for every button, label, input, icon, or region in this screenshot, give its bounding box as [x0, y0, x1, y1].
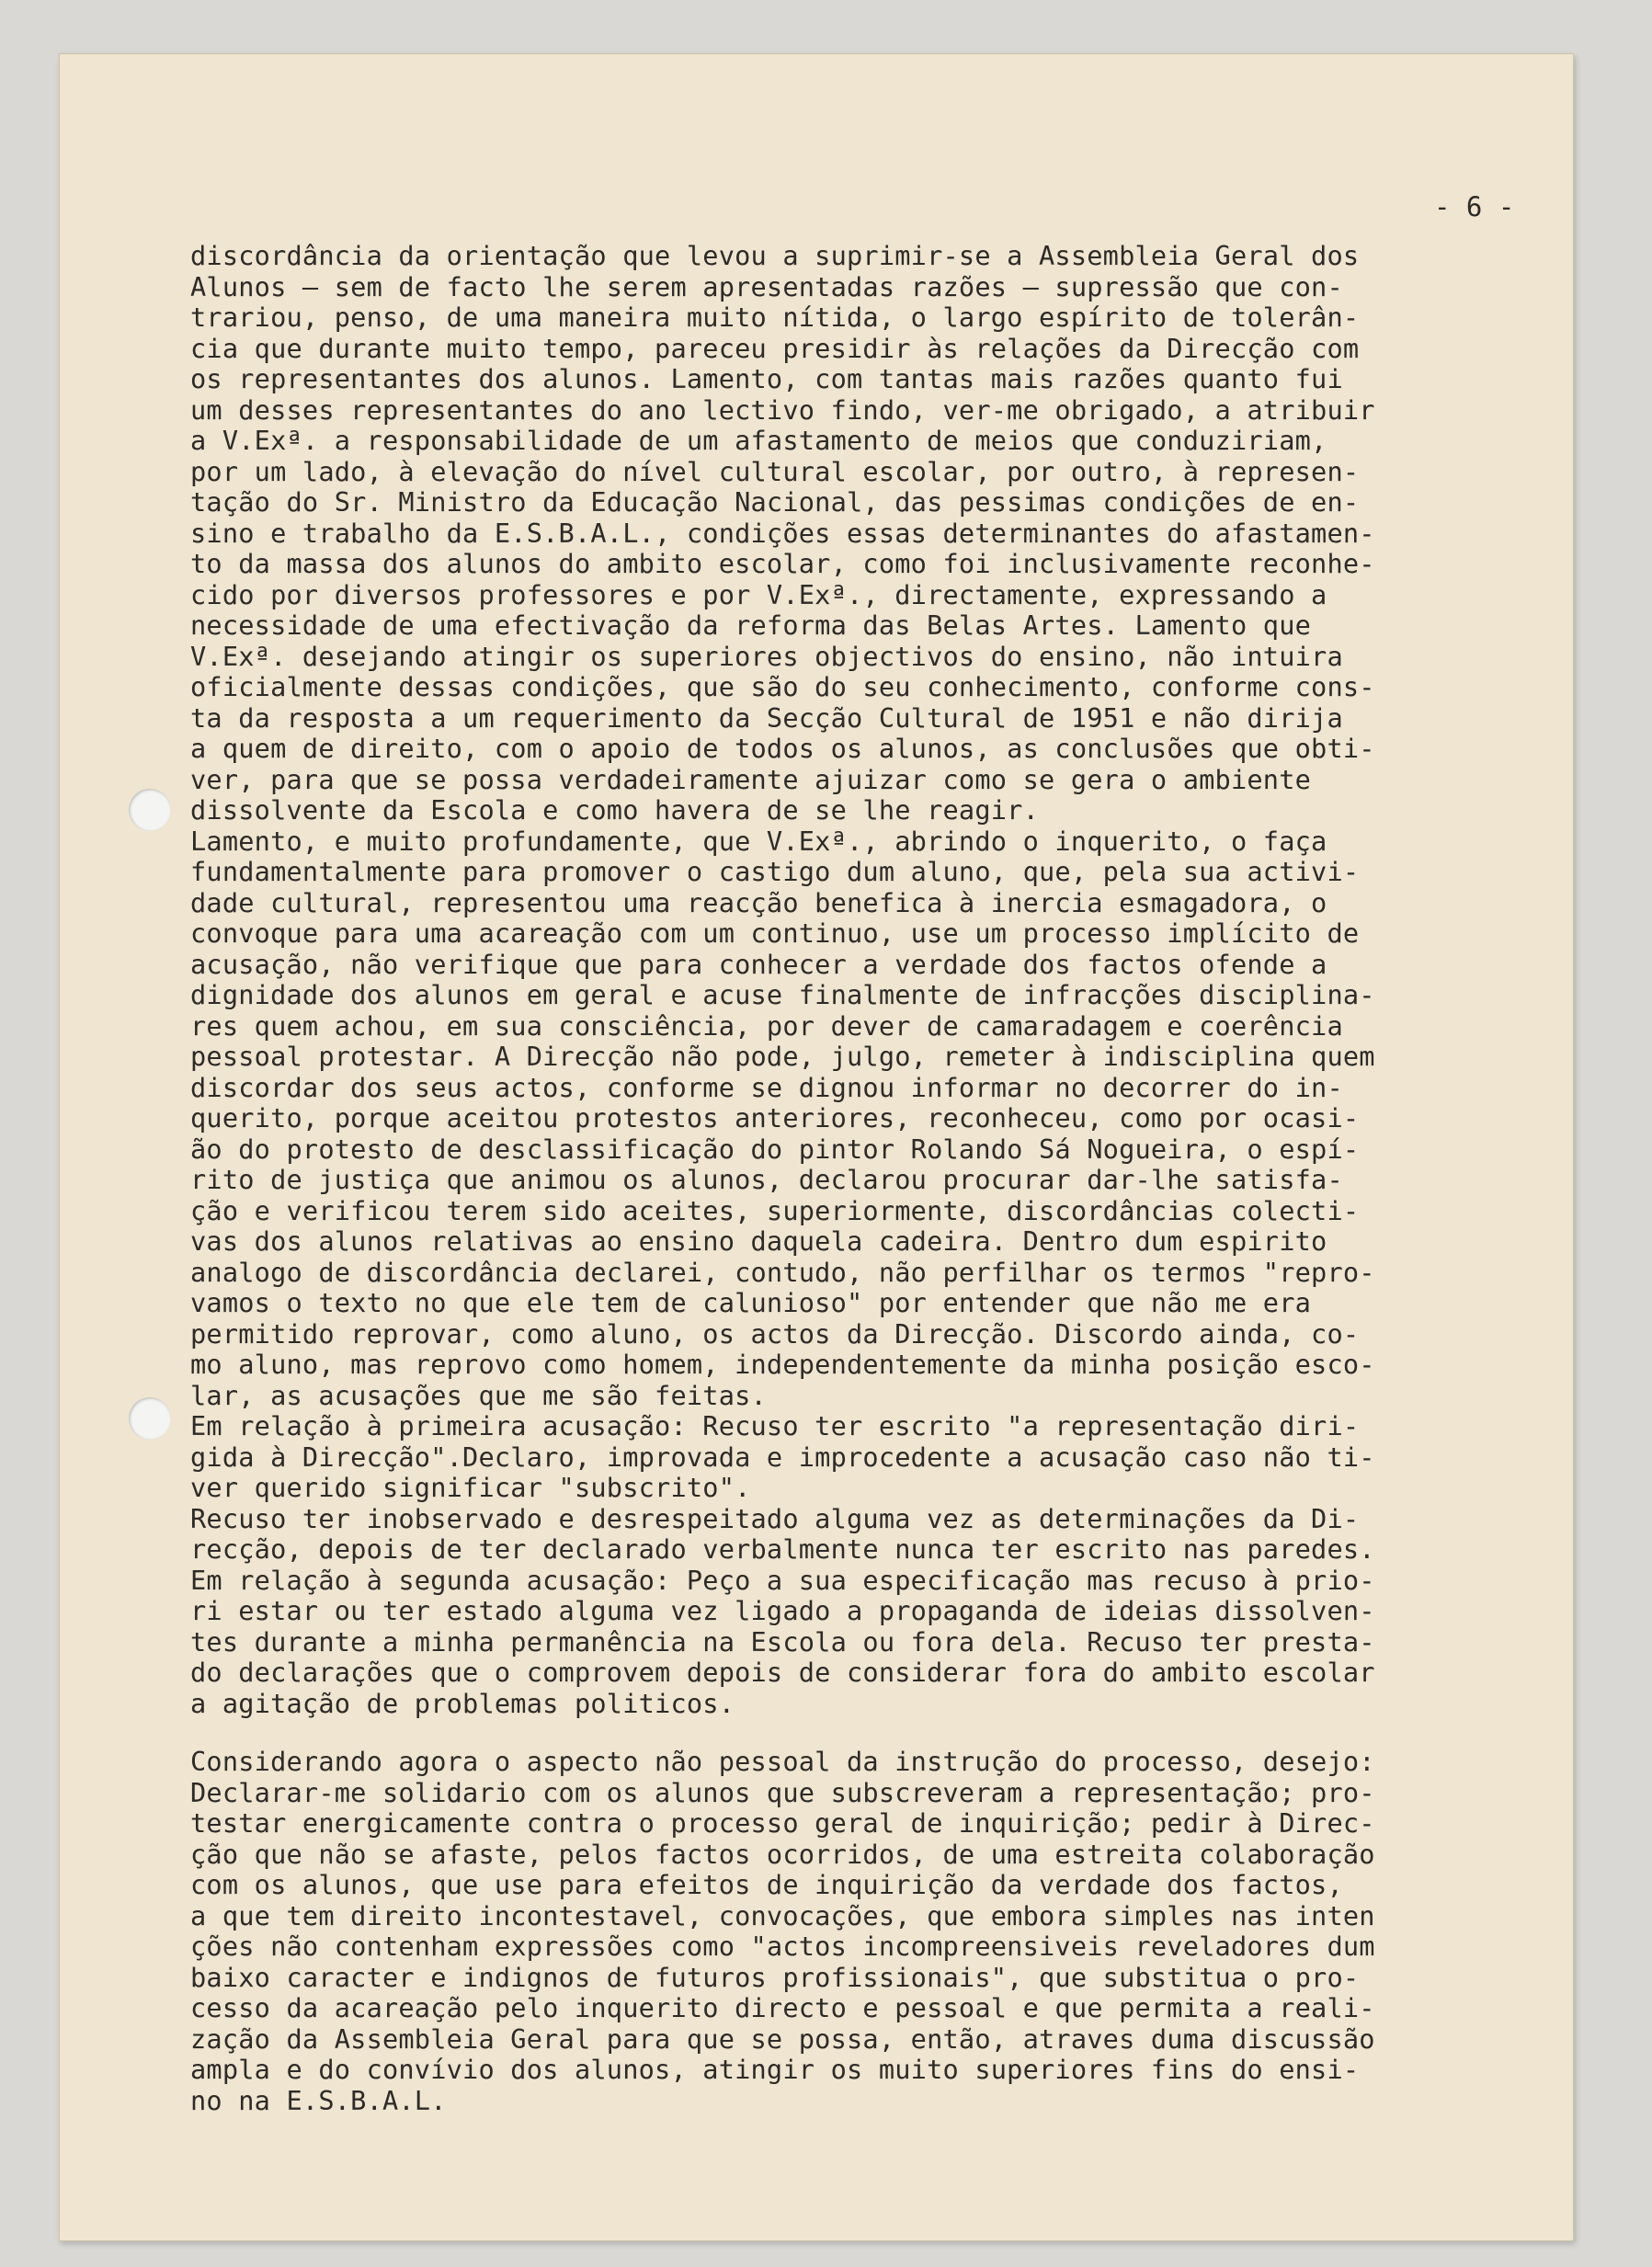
text-line: pessoal protestar. A Direcção não pode, julgo, remeter à indisciplina quem	[190, 1041, 1375, 1072]
text-line: permitido reprovar, como aluno, os actos da Direcção. Discordo ainda, co-	[190, 1317, 1360, 1350]
text-line: recção, depois de ter declarado verbalmente nunca ter escrito nas paredes.	[190, 1533, 1375, 1565]
text-line: to da massa dos alunos do ambito escolar, como foi inclusivamente reconhe-	[190, 548, 1375, 579]
text-line: Alunos — sem de facto lhe serem apresentadas razões — supressão que con-	[190, 270, 1343, 302]
text-line: fundamentalmente para promover o castigo dum aluno, que, pela sua activi-	[190, 856, 1360, 887]
text-line: a V.Exª. a responsabilidade de um afastamento de meios que conduziriam,	[190, 425, 1327, 456]
text-line: os representantes dos alunos. Lamento, com tantas mais razões quanto fui	[190, 363, 1343, 394]
text-line: analogo de discordância declarei, contudo, não perfilhar os termos "repro-	[190, 1256, 1375, 1288]
text-line: rito de justiça que animou os alunos, declarou procurar dar-lhe satisfa-	[190, 1164, 1343, 1195]
text-line: ção que não se afaste, pelos factos ocorridos, de uma estreita colaboração	[190, 1838, 1375, 1870]
text-line: gida à Direcção".Declaro, improvada e improcedente a acusação caso não ti-	[190, 1441, 1375, 1473]
text-line: Recuso ter inobservado e desrespeitado alguma vez as determinações da Di-	[190, 1502, 1360, 1534]
text-line: por um lado, à elevação do nível cultural escolar, por outro, à represen-	[190, 455, 1360, 487]
paragraph-one	[190, 241, 1569, 1719]
text-line: Em relação à segunda acusação: Peço a sua especificação mas recuso à prio-	[190, 1564, 1375, 1596]
text-line: com os alunos, que use para efeitos de inquirição da verdade dos factos,	[190, 1869, 1343, 1900]
punch-hole-top	[129, 789, 171, 831]
text-line: cia que durante muito tempo, pareceu presidir às relações da Direcção com	[190, 332, 1360, 364]
text-line: querito, porque aceitou protestos anteriores, reconheceu, como por ocasi-	[190, 1102, 1360, 1134]
text-line: tes durante a minha permanência na Escola ou fora dela. Recuso ter presta-	[190, 1625, 1375, 1658]
text-line: zação da Assembleia Geral para que se possa, então, atraves duma discussão	[190, 2022, 1375, 2055]
text-line: vamos o texto no que ele tem de calunioso" por entender que não me era	[190, 1287, 1312, 1318]
text-line: tação do Sr. Ministro da Educação Nacional, das pessimas condições de en-	[190, 486, 1360, 518]
text-line: baixo caracter e indignos de futuros profissionais", que substitua o pro-	[190, 1961, 1360, 1993]
text-line: oficialmente dessas condições, que são do seu conhecimento, conforme cons-	[190, 671, 1375, 702]
text-line: cesso da acareação pelo inquerito directo e pessoal e que permita a reali-	[190, 1992, 1375, 2023]
text-line: V.Exª. desejando atingir os superiores objectivos do ensino, não intuira	[190, 640, 1343, 672]
text-line: dissolvente da Escola e como havera de se lhe reagir.	[190, 794, 1039, 826]
text-line: trariou, penso, de uma maneira muito nítida, o largo espírito de tolerân-	[190, 302, 1360, 333]
text-line: ampla e do convívio dos alunos, atingir os muito superiores fins do ensi-	[190, 2054, 1360, 2085]
text-line: do declarações que o comprovem depois de considerar fora do ambito escolar	[190, 1657, 1375, 1688]
text-line: ções não contenham expressões como "actos incompreensiveis reveladores dum	[190, 1931, 1375, 1962]
text-line: no na E.S.B.A.L.	[190, 2084, 447, 2116]
text-line: sino e trabalho da E.S.B.A.L., condições essas determinantes do afastamen-	[190, 517, 1375, 549]
text-line: a quem de direito, com o apoio de todos os alunos, as conclusões que obti-	[190, 733, 1375, 764]
text-line: Considerando agora o aspecto não pessoal da instrução do processo, desejo:	[190, 1746, 1375, 1777]
text-line: ção e verificou terem sido aceites, superiormente, discordâncias colecti-	[190, 1194, 1360, 1226]
punch-hole-bottom	[129, 1397, 171, 1440]
text-line: testar energicamente contra o processo geral de inquirição; pedir à Direc-	[190, 1807, 1375, 1839]
text-line: dignidade dos alunos em geral e acuse finalmente de infracções disciplina-	[190, 979, 1375, 1010]
text-line: necessidade de uma efectivação da reforma das Belas Artes. Lamento que	[190, 609, 1312, 641]
text-line: discordância da orientação que levou a suprimir-se a Assembleia Geral dos	[190, 240, 1360, 271]
text-line: discordar dos seus actos, conforme se dignou informar no decorrer do in-	[190, 1071, 1343, 1103]
text-line: convoque para uma acareação com um continuo, use um processo implícito de	[190, 917, 1360, 949]
text-line: Declarar-me solidario com os alunos que subscreveram a representação; pro-	[190, 1776, 1375, 1808]
text-line: a agitação de problemas politicos.	[190, 1687, 735, 1719]
text-line: ri estar ou ter estado alguma vez ligado a propaganda de ideias dissolven-	[190, 1595, 1375, 1626]
text-line: ão do protesto de desclassificação do pintor Rolando Sá Nogueira, o espí-	[190, 1133, 1360, 1165]
text-line: Lamento, e muito profundamente, que V.Exª., abrindo o inquerito, o faça	[190, 825, 1327, 857]
text-line: lar, as acusações que me são feitas.	[190, 1379, 767, 1411]
text-line: ver querido significar "subscrito".	[190, 1472, 751, 1503]
text-line: cido por diversos professores e por V.Exª., directamente, expressando a	[190, 578, 1327, 610]
text-line: ver, para que se possa verdadeiramente ajuizar como se gera o ambiente	[190, 763, 1312, 795]
text-line: vas dos alunos relativas ao ensino daquela cadeira. Dentro dum espirito	[190, 1225, 1327, 1257]
text-line: um desses representantes do ano lectivo findo, ver-me obrigado, a atribuir	[190, 393, 1375, 426]
page-number: - 6 -	[1434, 191, 1515, 222]
text-line: ta da resposta a um requerimento da Secção Cultural de 1951 e não dirija	[190, 701, 1343, 734]
text-line: a que tem direito incontestavel, convocações, que embora simples nas inten	[190, 1899, 1375, 1931]
paragraph-two	[190, 1747, 1569, 2116]
text-line: Em relação à primeira acusação: Recuso ter escrito "a representação diri-	[190, 1410, 1360, 1441]
text-line: dade cultural, representou uma reacção benefica à inercia esmagadora, o	[190, 886, 1327, 918]
text-line: mo aluno, mas reprovo como homem, independentemente da minha posição esco-	[190, 1349, 1375, 1380]
text-line: acusação, não verifique que para conhecer a verdade dos factos ofende a	[190, 948, 1327, 980]
text-line: res quem achou, em sua consciência, por dever de camaradagem e coerência	[190, 1009, 1343, 1042]
